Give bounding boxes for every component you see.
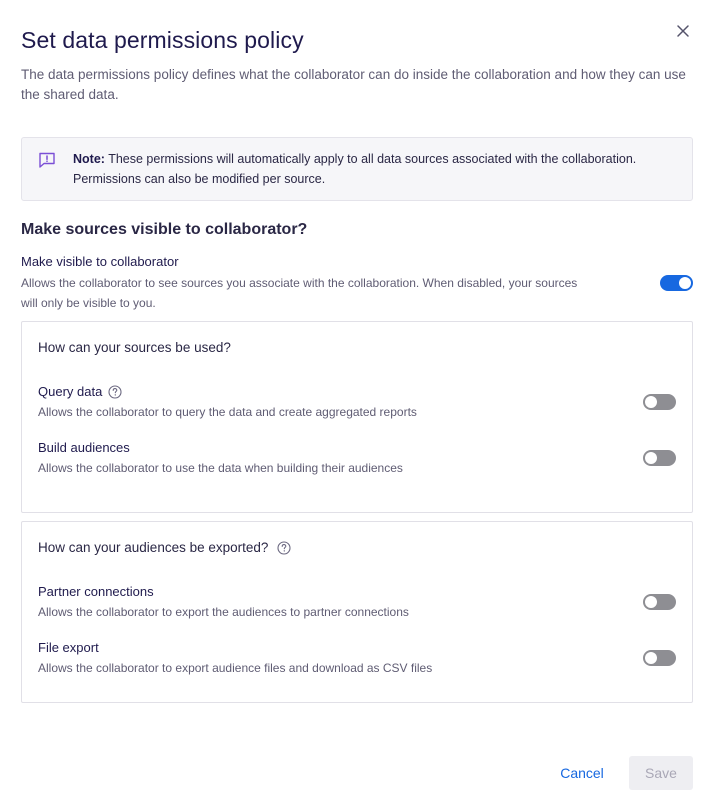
visibility-label: Make visible to collaborator [21, 254, 179, 269]
visibility-description: Allows the collaborator to see sources you associate with the collaboration. When disabled, your sources will only be visible to you. [21, 276, 578, 310]
note-label: Note: [73, 152, 105, 166]
export-heading [38, 540, 291, 555]
toggle-knob [679, 277, 691, 289]
partner-connections-toggle[interactable] [643, 594, 676, 610]
help-icon[interactable] [108, 385, 122, 399]
close-icon[interactable] [672, 20, 694, 42]
toggle-knob [645, 452, 657, 464]
build-audiences-description: Allows the collaborator to use the data when building their audiences [38, 461, 403, 475]
note-text [73, 149, 683, 189]
note-body: These permissions will automatically apply to all data sources associated with the collaboration. Permissions can also be modified per source. [73, 152, 637, 186]
query-data-label-text: Query data [38, 384, 103, 399]
build-audiences-label: Build audiences [38, 440, 130, 455]
query-data-label [38, 384, 122, 399]
message-alert-icon [38, 151, 56, 169]
file-export-label: File export [38, 640, 99, 655]
query-data-toggle[interactable] [643, 394, 676, 410]
save-button[interactable]: Save [629, 756, 693, 790]
query-data-description: Allows the collaborator to query the data and create aggregated reports [38, 405, 417, 419]
partner-connections-label: Partner connections [38, 584, 154, 599]
cancel-button[interactable]: Cancel [555, 756, 609, 790]
file-export-description: Allows the collaborator to export audience files and download as CSV files [38, 661, 433, 675]
file-export-toggle[interactable] [643, 650, 676, 666]
toggle-knob [645, 396, 657, 408]
visibility-heading: Make sources visible to collaborator? [21, 221, 308, 238]
usage-heading: How can your sources be used? [38, 340, 231, 355]
export-card [21, 521, 693, 703]
export-heading-text: How can your audiences be exported? [38, 540, 269, 555]
build-audiences-toggle[interactable] [643, 450, 676, 466]
usage-card [21, 321, 693, 513]
help-icon[interactable] [277, 541, 291, 555]
toggle-knob [645, 596, 657, 608]
visibility-toggle[interactable] [660, 275, 693, 291]
partner-connections-description: Allows the collaborator to export the audiences to partner connections [38, 605, 409, 619]
note-banner [21, 137, 693, 201]
toggle-knob [645, 652, 657, 664]
dialog-title: Set data permissions policy [21, 27, 304, 53]
dialog-description: The data permissions policy defines what the collaborator can do inside the collaboration and how they can use the shared data. [21, 67, 686, 102]
